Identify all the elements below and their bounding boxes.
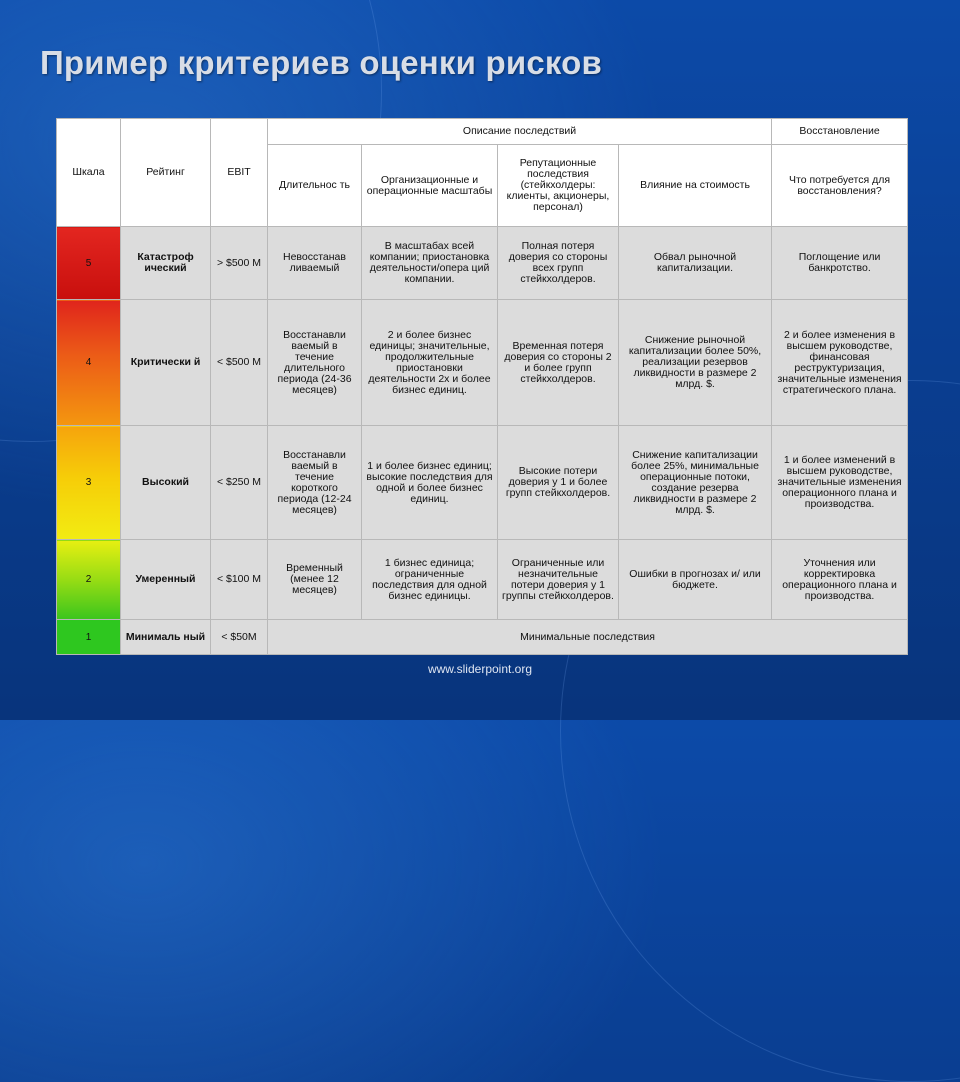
org-scale-cell: 1 и более бизнес единиц; высокие последствия для одной и более бизнес единиц. — [362, 426, 498, 540]
recovery-cell: 1 и более изменений в высшем руководстве, значительные изменения операционного плана и производства. — [772, 426, 908, 540]
value-impact-cell: Снижение капитализации более 25%, минимальные операционные потоки, создание резерва ликвидности в размере 2 млрд. $. — [619, 426, 772, 540]
ebit-cell: < $500 M — [211, 300, 268, 426]
reputation-cell: Временная потеря доверия со стороны 2 и более групп стейкхолдеров. — [498, 300, 619, 426]
table-row — [57, 426, 908, 540]
footer-url: www.sliderpoint.org — [427, 662, 533, 676]
scale-level-cell: 4 — [57, 300, 121, 426]
recovery-cell: 2 и более изменения в высшем руководстве, финансовая реструктуризация, значительные изменения стратегического плана. — [772, 300, 908, 426]
column-header-recovery-need: Что потребуется для восстановления? — [772, 145, 908, 227]
rating-cell: Критически й — [121, 300, 211, 426]
duration-cell: Временный (менее 12 месяцев) — [268, 540, 362, 620]
column-header-org-scale: Организационные и операционные масштабы — [362, 145, 498, 227]
ebit-cell: > $500 M — [211, 227, 268, 300]
risk-criteria-table — [56, 118, 908, 655]
merged-consequences-cell: Минимальные последствия — [268, 620, 908, 655]
slide-title: Пример критериев оценки рисков — [40, 44, 603, 81]
rating-cell: Умеренный — [121, 540, 211, 620]
group-header-recovery: Восстановление — [772, 119, 908, 145]
table-row — [57, 300, 908, 426]
column-header-duration: Длительнос ть — [268, 145, 362, 227]
reputation-cell: Высокие потери доверия у 1 и более групп стейкхолдеров. — [498, 426, 619, 540]
table-header-group-row — [57, 119, 908, 145]
duration-cell: Восстанавли ваемый в течение короткого периода (12-24 месяцев) — [268, 426, 362, 540]
rating-cell: Высокий — [121, 426, 211, 540]
column-header-value-impact: Влияние на стоимость — [619, 145, 772, 227]
recovery-cell: Поглощение или банкротство. — [772, 227, 908, 300]
table-row — [57, 227, 908, 300]
table-row — [57, 540, 908, 620]
scale-level-cell: 1 — [57, 620, 121, 655]
recovery-cell: Уточнения или корректировка операционного плана и производства. — [772, 540, 908, 620]
column-header-ebit: EBIT — [211, 119, 268, 227]
rating-cell: Минималь ный — [121, 620, 211, 655]
reputation-cell: Ограниченные или незначительные потери доверия у 1 группы стейкхолдеров. — [498, 540, 619, 620]
ebit-cell: < $100 M — [211, 540, 268, 620]
value-impact-cell: Ошибки в прогнозах и/ или бюджете. — [619, 540, 772, 620]
org-scale-cell: В масштабах всей компании; приостановка деятельности/опера ций компании. — [362, 227, 498, 300]
scale-level-cell: 3 — [57, 426, 121, 540]
value-impact-cell: Обвал рыночной капитализации. — [619, 227, 772, 300]
duration-cell: Восстанавли ваемый в течение длительного периода (24-36 месяцев) — [268, 300, 362, 426]
ebit-cell: < $250 M — [211, 426, 268, 540]
column-header-scale: Шкала — [57, 119, 121, 227]
reputation-cell: Полная потеря доверия со стороны всех групп стейкхолдеров. — [498, 227, 619, 300]
value-impact-cell: Снижение рыночной капитализации более 50%, реализации резервов ликвидности в размере 2 млрд. $. — [619, 300, 772, 426]
table-row — [57, 620, 908, 655]
duration-cell: Невосстанав ливаемый — [268, 227, 362, 300]
scale-level-cell: 5 — [57, 227, 121, 300]
rating-cell: Катастроф ический — [121, 227, 211, 300]
ebit-cell: < $50M — [211, 620, 268, 655]
group-header-consequences: Описание последствий — [268, 119, 772, 145]
scale-level-cell: 2 — [57, 540, 121, 620]
org-scale-cell: 2 и более бизнес единицы; значительные, продолжительные приостановки деятельности 2х и более бизнес единиц. — [362, 300, 498, 426]
org-scale-cell: 1 бизнес единица; ограниченные последствия для одной бизнес единицы. — [362, 540, 498, 620]
column-header-reputation: Репутационные последствия (стейкхолдеры: клиенты, акционеры, персонал) — [498, 145, 619, 227]
column-header-rating: Рейтинг — [121, 119, 211, 227]
